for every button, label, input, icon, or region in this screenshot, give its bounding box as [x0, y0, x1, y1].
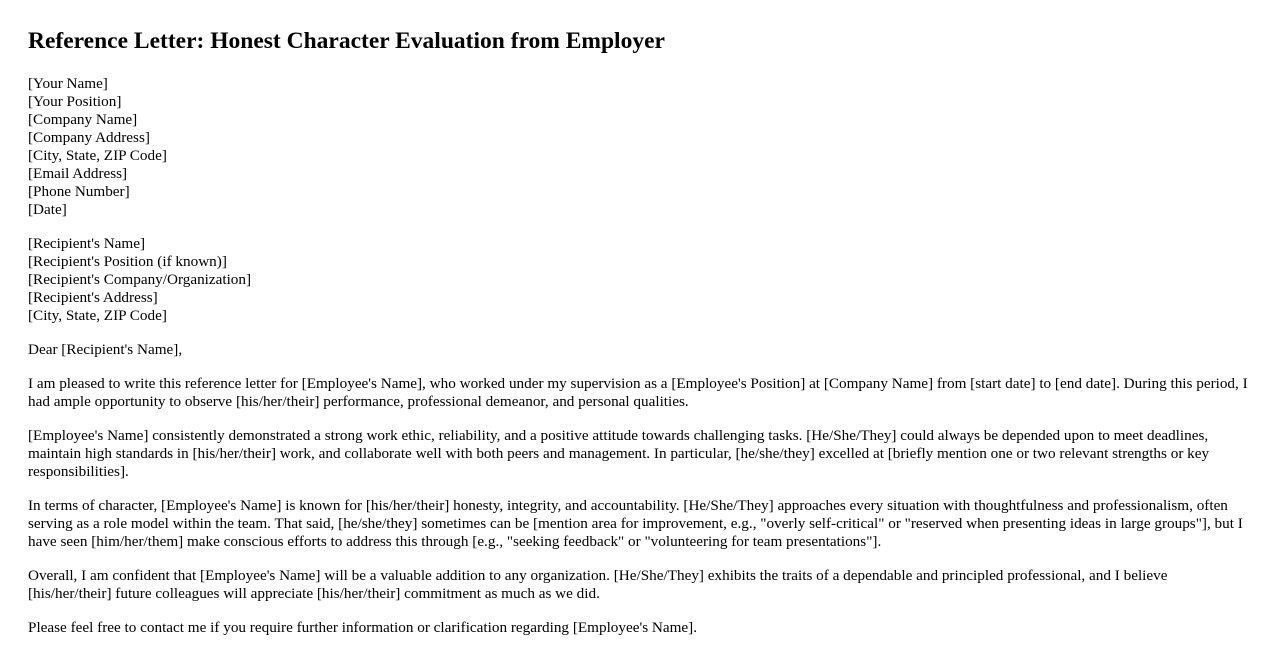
body-paragraph-character: In terms of character, [Employee's Name] is known for [his/her/their] honesty, integrity, and accountability. [He/She/They] approaches every situation with thoughtfulness and professionalism, often serving as a role model within the team. That said, [he/she/they] sometimes can be [mention area for improvement, e.g., "overly self-critical" or "reserved when presenting ideas in large groups"], but I have seen [him/her/them] make conscious efforts to address this through [e.g., "seeking feedback" or "volunteering for team presentations"]. — [28, 497, 1243, 550]
body-paragraph-work-ethic: [Employee's Name] consistently demonstrated a strong work ethic, reliability, and a positive attitude towards challenging tasks. [He/She/They] could always be depended upon to meet deadlines, maintain high standards in [his/her/their] work, and collaborate well with both peers and management. In particular, [he/she/they] excelled at [briefly mention one or two relevant strengths or key responsibilities]. — [28, 427, 1210, 480]
body-paragraph-overall: Overall, I am confident that [Employee's Name] will be a valuable addition to any organization. [He/She/They] exhibits the traits of a dependable and principled professional, and I believe [his/her/their] future colleagues will appreciate [his/her/their] commitment as much as we did. — [28, 567, 1168, 602]
sender-position: [Your Position] — [28, 93, 122, 110]
sender-email: [Email Address] — [28, 165, 128, 182]
sender-block — [28, 75, 1250, 219]
sender-name: [Your Name] — [28, 75, 108, 92]
recipient-company: [Recipient's Company/Organization] — [28, 271, 252, 288]
body-paragraph-closing: Please feel free to contact me if you require further information or clarification regarding [Employee's Name]. — [28, 619, 698, 636]
recipient-position: [Recipient's Position (if known)] — [28, 253, 227, 270]
recipient-name: [Recipient's Name] — [28, 235, 146, 252]
recipient-city: [City, State, ZIP Code] — [28, 307, 167, 324]
recipient-address: [Recipient's Address] — [28, 289, 158, 306]
recipient-block — [28, 235, 1250, 325]
letter-title: Reference Letter: Honest Character Evaluation from Employer — [28, 28, 665, 54]
sender-date: [Date] — [28, 201, 67, 218]
sender-city: [City, State, ZIP Code] — [28, 147, 167, 164]
body-paragraph-intro: I am pleased to write this reference letter for [Employee's Name], who worked under my supervision as a [Employee's Position] at [Company Name] from [start date] to [end date]. During this period, I had ample opportunity to observe [his/her/their] performance, professional demeanor, and personal qualities. — [28, 375, 1248, 410]
sender-phone: [Phone Number] — [28, 183, 130, 200]
sender-address: [Company Address] — [28, 129, 150, 146]
sender-company: [Company Name] — [28, 111, 138, 128]
salutation: Dear [Recipient's Name], — [28, 341, 183, 358]
